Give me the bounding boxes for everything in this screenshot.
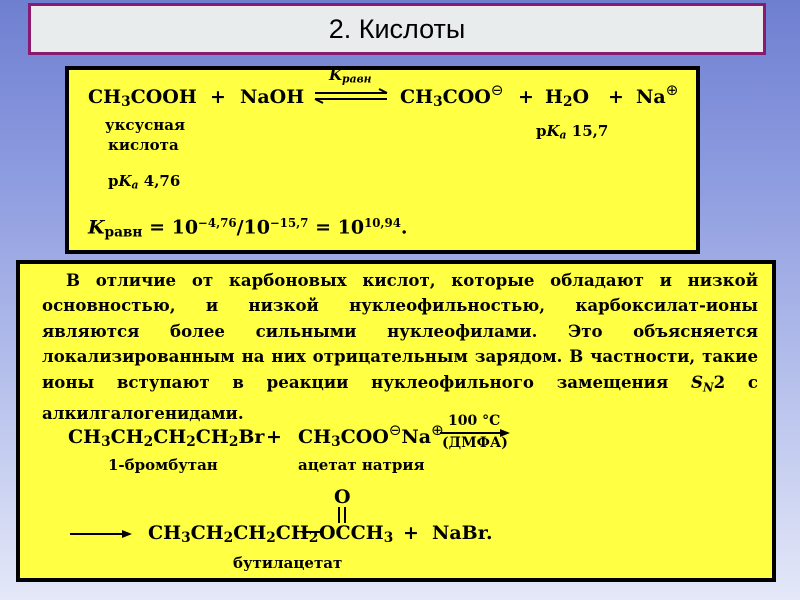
plus-sign: + [403,522,419,544]
double-bond [336,507,348,523]
plus-sign: + [210,86,226,108]
acetic-acid-name-line1: уксусная [105,116,186,134]
plus-sign: + [266,426,282,448]
sodium-ion-formula: Na⊕ [636,81,679,108]
slide-title: 2. Кислоты [328,13,466,44]
condition-solvent: (ДМФА) [442,435,508,451]
butyl-chain-formula: $CH_3CH_2CH_2CH_2$ [148,522,319,546]
equilibrium-constant-equation: $K_{равн} = 10^{-4,76}/10^{-15,7} = 10^{10,94}$. [88,216,408,241]
product-arrow [68,529,134,539]
equilibrium-arrow [313,88,389,104]
single-bond [302,530,320,534]
bromobutane-formula: $CH_3CH_2CH_2CH_2Br$ [68,426,265,450]
plus-sign: + [518,86,534,108]
ester-group-formula: $OCCH_3$ [319,522,394,546]
condition-temperature: 100 °C [448,413,501,429]
carbonyl-oxygen: O [334,486,351,508]
water-pka: $pK_a$ 15,7 [536,122,609,142]
title-bar [28,3,766,55]
naoh-formula: NaOH [240,86,305,108]
k-equilibrium-label: $K_{равн}$ [329,66,372,86]
water-formula: $H_2O$ [545,86,590,110]
sodium-acetate-formula: $CH_3COO^⊖Na^\oplus$ [298,421,444,450]
acetic-acid-name-line2: кислота [108,136,179,154]
butyl-acetate-name: бутилацетат [233,554,343,572]
sodium-acetate-name: ацетат натрия [298,456,425,474]
bromobutane-name: 1-бромбутан [108,456,218,474]
explanation-paragraph: В отличие от карбоновых кислот, которые обладают и низкой основностью, и низкой нуклеофильностью, карбоксилат-ионы являются более сильными нуклеофилами. Это объясняется локализированным на них отрицательным зарядом. В частности, такие ионы вступают в реакции нуклеофильного замещения $S_N2$ с алкилгалогенидами. [42,270,758,423]
plus-sign: + [608,86,624,108]
acetate-formula: $CH_3COO^⊖$ [400,81,504,110]
acetic-acid-pka: $pK_a$ 4,76 [108,172,181,192]
acetic-acid-formula: $CH_3COOH$ [88,86,197,110]
sodium-bromide-formula: NaBr. [432,522,493,544]
